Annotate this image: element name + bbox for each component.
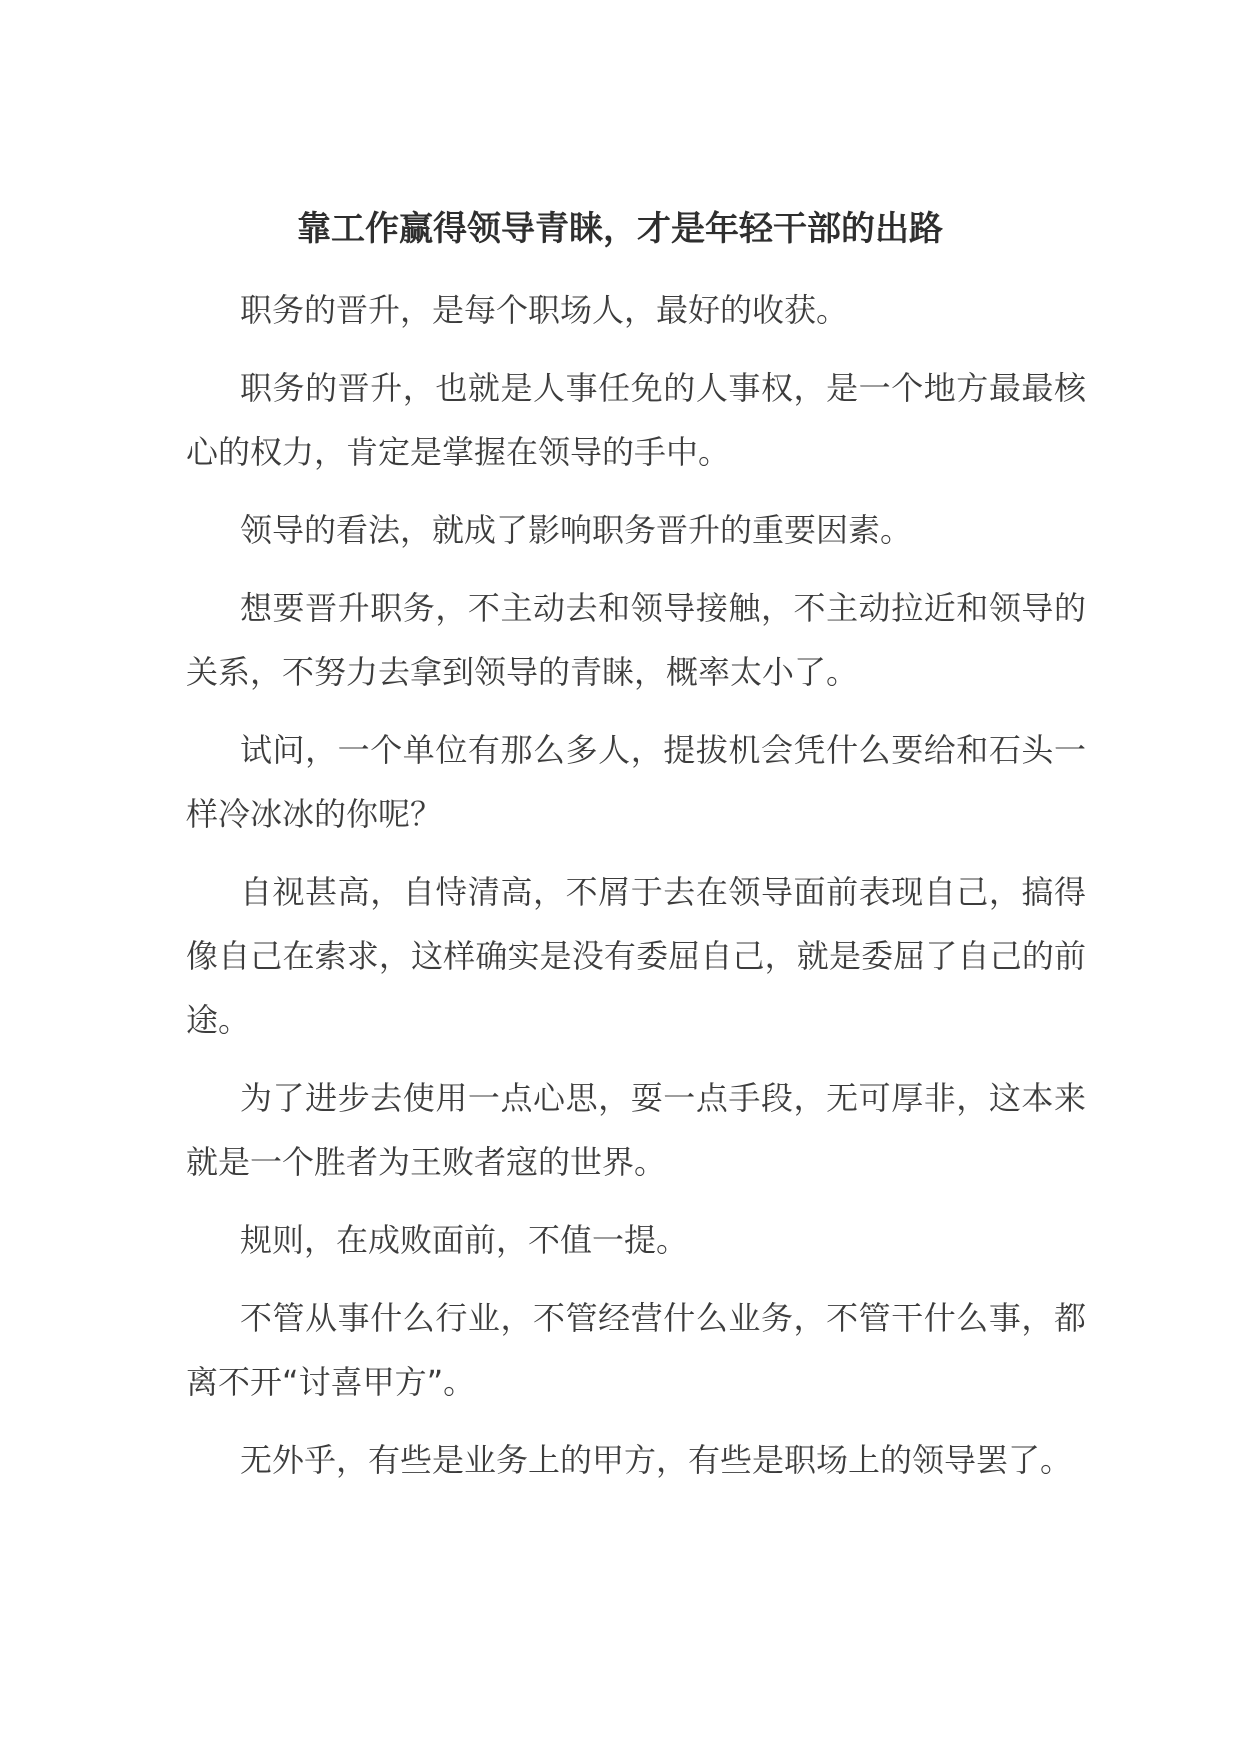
paragraph: 自视甚高，自恃清高，不屑于去在领导面前表现自己，搞得像自己在索求，这样确实是没有委屈自己，就是委屈了自己的前途。 (186, 873, 1086, 1039)
paragraph: 职务的晋升，是每个职场人，最好的收获。 (240, 291, 849, 329)
paragraph: 试问，一个单位有那么多人，提拔机会凭什么要给和石头一样冷冰冰的你呢？ (186, 731, 1086, 833)
paragraph: 无外乎，有些是业务上的甲方，有些是职场上的领导罢了。 (240, 1441, 1073, 1479)
paragraph: 规则，在成败面前，不值一提。 (240, 1221, 689, 1259)
paragraph: 为了进步去使用一点心思，耍一点手段，无可厚非，这本来就是一个胜者为王败者寇的世界。 (186, 1079, 1086, 1181)
paragraph: 不管从事什么行业，不管经营什么业务，不管干什么事，都离不开“讨喜甲方”。 (186, 1299, 1086, 1401)
document-body (186, 278, 1086, 1506)
paragraph: 领导的看法，就成了影响职务晋升的重要因素。 (240, 511, 913, 549)
paragraph: 职务的晋升，也就是人事任免的人事权，是一个地方最最核心的权力，肯定是掌握在领导的手中。 (186, 369, 1086, 471)
document-title: 靠工作赢得领导青睐，才是年轻干部的出路 (297, 209, 943, 249)
paragraph: 想要晋升职务，不主动去和领导接触，不主动拉近和领导的关系，不努力去拿到领导的青睐，概率太小了。 (186, 589, 1086, 691)
